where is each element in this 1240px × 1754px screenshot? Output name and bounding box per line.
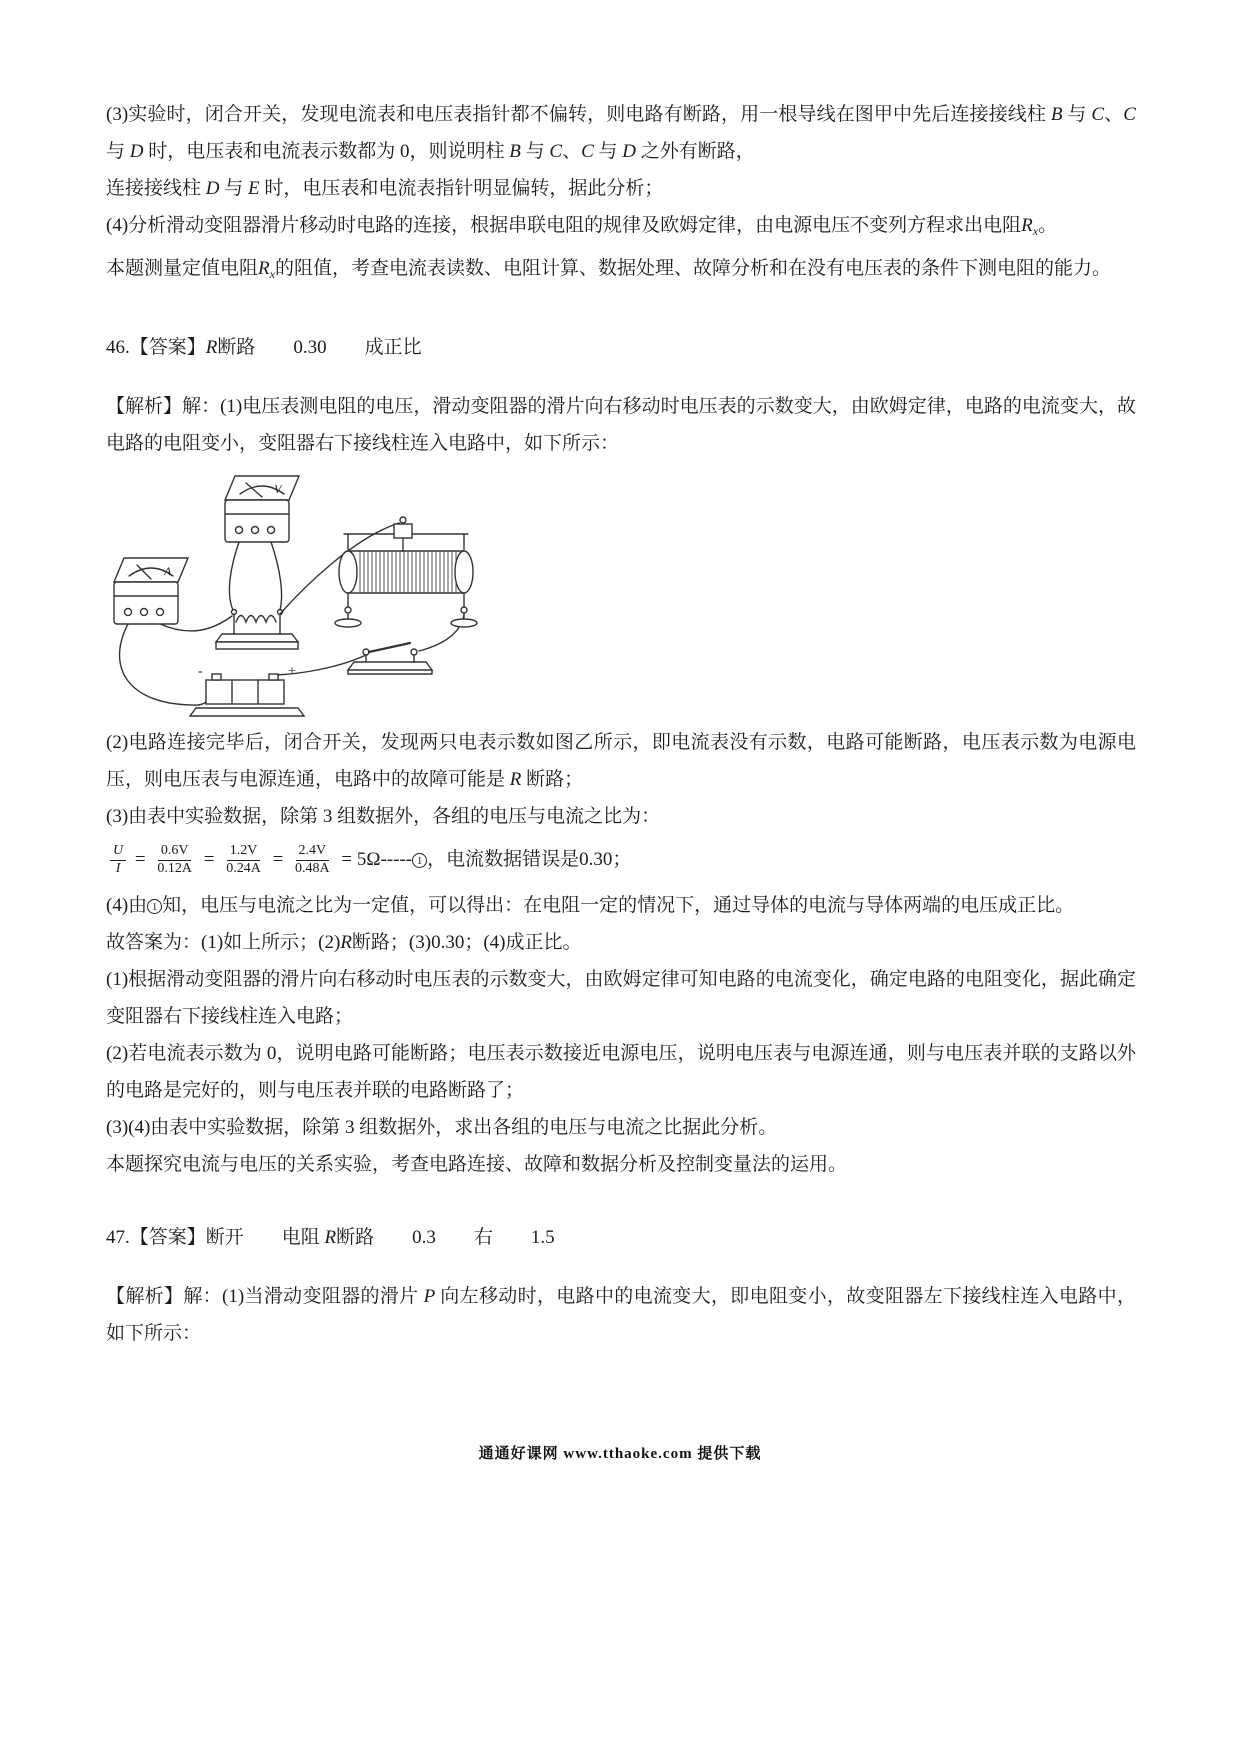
formula-line: $\frac{U}{I}$ = $\frac{0.6V}{0.12A}$ = $\frac{1.2V}{0.24A}$ = $\frac{2.4V}{0.48A}$ = 5Ω----- 1 ，电流数据错误是0.30； bbox=[106, 837, 1136, 883]
circuit-diagram bbox=[108, 468, 538, 720]
battery-positive-label: + bbox=[288, 664, 296, 679]
switch bbox=[348, 643, 432, 674]
note-46-1: (1)根据滑动变阻器的滑片向右移动时电压表的示数变大，由欧姆定律可知电路的电流变化，确定电路的电阻变化，据此确定变阻器右下接线柱连入电路； bbox=[106, 969, 1136, 1027]
paragraph-exp3b: 连接接线柱 D 与 E 时，电压表和电流表指针明显偏转，据此分析； bbox=[106, 178, 664, 199]
rheostat bbox=[335, 517, 477, 627]
analysis-47-step1: 【解析】解：(1)当滑动变阻器的滑片 P 向左移动时，电路中的电流变大，即电阻变小，故变阻器左下接线柱连入电路中，如下所示： bbox=[106, 1286, 1136, 1344]
analysis-46-step2: (2)电路连接完毕后，闭合开关，发现两只电表示数如图乙所示，即电流表没有示数，电路可能断路，电压表示数为电源电压，则电压表与电源连通，电路中的故障可能是 R 断路； bbox=[106, 732, 1136, 790]
page-footer bbox=[0, 1442, 1240, 1463]
voltmeter-label: V bbox=[274, 482, 282, 496]
analysis-46-step4: (4)由 1 知，电压与电流之比为一定值，可以得出：在电阻一定的情况下，通过导体的电流与导体两端的电压成正比。 bbox=[106, 895, 1075, 916]
analysis-46-step1: 【解析】解：(1)电压表测电阻的电压，滑动变阻器的滑片向右移动时电压表的示数变大，由欧姆定律，电路的电流变大，故电路的电阻变小，变阻器右下接线柱连入电路中，如下所示： bbox=[106, 396, 1136, 454]
summary-46: 本题探究电流与电压的关系实验，考查电路连接、故障和数据分析及控制变量法的运用。 bbox=[106, 1154, 848, 1175]
battery-negative-label: - bbox=[198, 664, 203, 679]
paragraph-exp3: (3)实验时，闭合开关，发现电流表和电压表指针都不偏转，则电路有断路，用一根导线在图甲中先后连接接线柱 B 与 C、C 与 D 时，电压表和电流表示数都为 0，则说明柱 B 与 C、C 与 D 之外有断路， bbox=[106, 104, 1136, 162]
answer-line-46: 46.【答案】R断路 0.30 成正比 bbox=[106, 337, 422, 358]
ammeter-label: A bbox=[164, 564, 172, 578]
circuit-figure bbox=[108, 468, 1136, 720]
paragraph-summary-45: 本题测量定值电阻$R_x$的阻值，考查电流表读数、电阻计算、数据处理、故障分析和在没有电压表的条件下测电阻的能力。 bbox=[106, 258, 1111, 281]
document-content bbox=[106, 96, 1136, 1352]
note-46-3: (3)(4)由表中实验数据，除第 3 组数据外，求出各组的电压与电流之比据此分析。 bbox=[106, 1117, 778, 1138]
battery bbox=[190, 664, 304, 716]
resistor bbox=[216, 610, 298, 650]
ammeter bbox=[114, 558, 188, 624]
footer-text: 通通好课网 www.tthaoke.com 提供下载 bbox=[478, 1446, 762, 1462]
answer-recap-46: 故答案为：(1)如上所示；(2)R断路；(3)0.30；(4)成正比。 bbox=[106, 932, 582, 953]
voltmeter bbox=[225, 476, 299, 542]
note-46-2: (2)若电流表示数为 0，说明电路可能断路；电压表示数接近电源电压，说明电压表与电源连通，则与电压表并联的支路以外的电路是完好的，则与电压表并联的电路断路了； bbox=[106, 1043, 1136, 1101]
analysis-46-step3: (3)由表中实验数据，除第 3 组数据外，各组的电压与电流之比为： bbox=[106, 806, 661, 827]
answer-line-47: 47.【答案】断开 电阻 R断路 0.3 右 1.5 bbox=[106, 1227, 555, 1248]
paragraph-exp4: (4)分析滑动变阻器滑片移动时电路的连接，根据串联电阻的规律及欧姆定律，由电源电压不变列方程求出电阻$R_x$。 bbox=[106, 215, 1058, 238]
